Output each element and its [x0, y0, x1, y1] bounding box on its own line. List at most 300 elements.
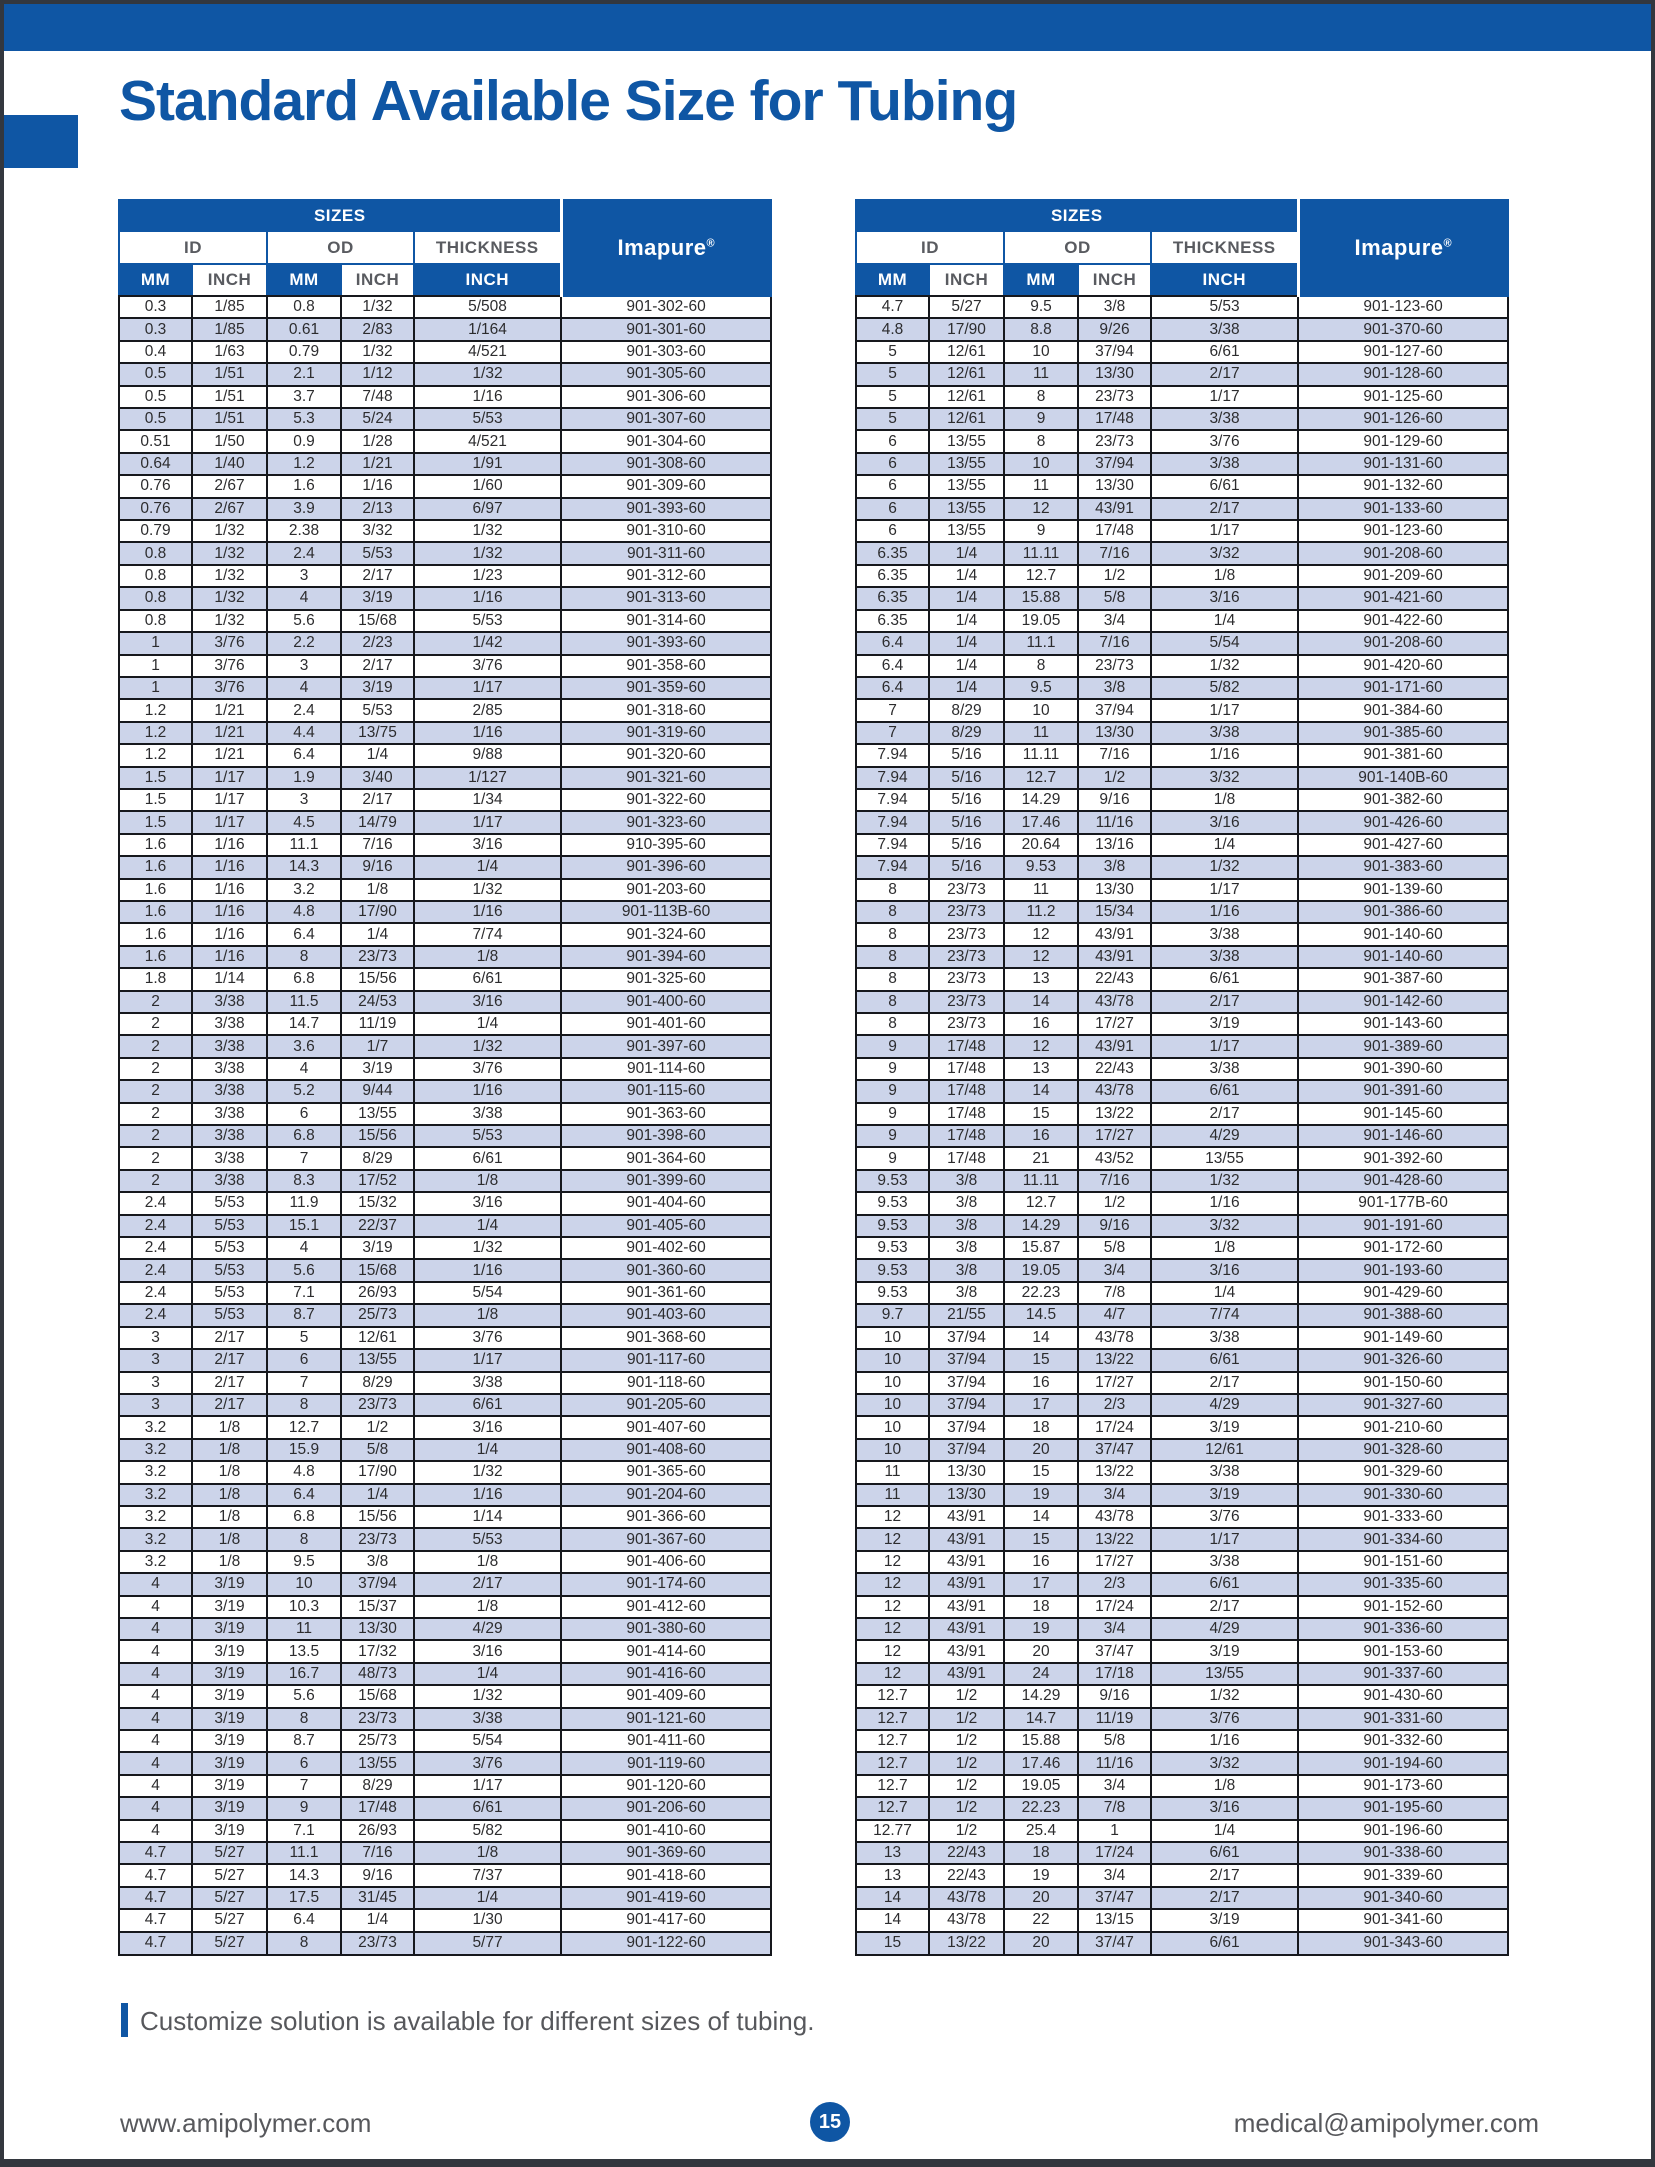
size-cell: 2 — [119, 1080, 192, 1102]
size-cell: 1.9 — [267, 767, 341, 789]
size-cell: 3/38 — [1151, 453, 1298, 475]
size-cell: 901-208-60 — [1298, 632, 1508, 654]
size-cell: 15.88 — [1004, 587, 1078, 609]
size-cell: 1/4 — [341, 1484, 414, 1506]
size-cell: 901-400-60 — [561, 991, 771, 1013]
table-row — [119, 1237, 771, 1259]
table-row — [856, 968, 1508, 990]
size-cell: 1/8 — [414, 946, 561, 968]
size-cell: 22.23 — [1004, 1797, 1078, 1819]
size-cell: 3/19 — [1151, 1484, 1298, 1506]
table-row — [856, 1259, 1508, 1281]
size-cell: 1/17 — [192, 789, 267, 811]
size-cell: 1/8 — [414, 1842, 561, 1864]
size-cell: 901-318-60 — [561, 699, 771, 721]
table-row — [856, 1125, 1508, 1147]
size-cell: 1/23 — [414, 565, 561, 587]
size-cell: 901-208-60 — [1298, 542, 1508, 564]
size-cell: 4 — [119, 1663, 192, 1685]
table-row — [119, 1439, 771, 1461]
size-cell: 901-177B-60 — [1298, 1192, 1508, 1214]
size-cell: 901-331-60 — [1298, 1708, 1508, 1730]
size-cell: 0.9 — [267, 430, 341, 452]
table-row — [856, 1685, 1508, 1707]
size-cell: 1/17 — [414, 677, 561, 699]
size-cell: 901-409-60 — [561, 1685, 771, 1707]
size-cell: 901-393-60 — [561, 632, 771, 654]
size-cell: 901-324-60 — [561, 923, 771, 945]
size-cell: 901-385-60 — [1298, 722, 1508, 744]
size-cell: 6/61 — [1151, 475, 1298, 497]
size-cell: 1/21 — [192, 744, 267, 766]
size-cell: 1/2 — [1078, 767, 1151, 789]
size-cell: 5/27 — [192, 1909, 267, 1931]
size-cell: 901-119-60 — [561, 1752, 771, 1774]
size-cell: 1/16 — [192, 901, 267, 923]
size-cell: 11/16 — [1078, 1752, 1151, 1774]
size-cell: 3/32 — [1151, 542, 1298, 564]
size-cell: 901-123-60 — [1298, 296, 1508, 318]
size-cell: 2/17 — [1151, 991, 1298, 1013]
size-cell: 901-340-60 — [1298, 1887, 1508, 1909]
table-row — [119, 1775, 771, 1797]
size-cell: 3/19 — [341, 1058, 414, 1080]
size-cell: 1 — [1078, 1820, 1151, 1842]
size-cell: 1.6 — [119, 834, 192, 856]
table-row — [856, 1528, 1508, 1550]
size-cell: 6/97 — [414, 498, 561, 520]
size-cell: 2 — [119, 991, 192, 1013]
size-cell: 1/4 — [929, 610, 1004, 632]
size-cell: 3/76 — [1151, 1506, 1298, 1528]
table-row — [119, 722, 771, 744]
size-cell: 3/38 — [192, 991, 267, 1013]
table-row — [856, 318, 1508, 340]
size-cell: 8 — [856, 946, 929, 968]
size-cell: 5/16 — [929, 744, 1004, 766]
size-cell: 2.4 — [267, 542, 341, 564]
size-cell: 3/76 — [192, 632, 267, 654]
size-cell: 6/61 — [414, 968, 561, 990]
size-cell: 43/91 — [929, 1573, 1004, 1595]
size-cell: 1/16 — [1151, 744, 1298, 766]
table-row — [119, 1170, 771, 1192]
table-row — [856, 1439, 1508, 1461]
size-cell: 901-203-60 — [561, 879, 771, 901]
size-cell: 901-394-60 — [561, 946, 771, 968]
size-cell: 13/55 — [1151, 1147, 1298, 1169]
table-row — [856, 1103, 1508, 1125]
size-cell: 5/53 — [341, 542, 414, 564]
size-cell: 1/50 — [192, 430, 267, 452]
size-cell: 901-408-60 — [561, 1439, 771, 1461]
size-cell: 17/48 — [929, 1103, 1004, 1125]
size-cell: 3/16 — [414, 1640, 561, 1662]
size-cell: 12 — [1004, 498, 1078, 520]
size-cell: 11 — [856, 1484, 929, 1506]
size-cell: 1/16 — [414, 1259, 561, 1281]
table-row — [119, 811, 771, 833]
table-row — [856, 1058, 1508, 1080]
size-cell: 13/55 — [929, 475, 1004, 497]
size-cell: 17/48 — [1078, 520, 1151, 542]
size-cell: 11.1 — [267, 834, 341, 856]
size-cell: 3/8 — [929, 1170, 1004, 1192]
size-cell: 15.87 — [1004, 1237, 1078, 1259]
size-cell: 11.11 — [1004, 542, 1078, 564]
size-cell: 1/32 — [1151, 1170, 1298, 1192]
table-row — [856, 1551, 1508, 1573]
size-cell: 901-333-60 — [1298, 1506, 1508, 1528]
size-cell: 9 — [856, 1080, 929, 1102]
size-cell: 1/32 — [414, 1035, 561, 1057]
size-cell: 11.1 — [267, 1842, 341, 1864]
size-cell: 12.7 — [1004, 1192, 1078, 1214]
size-cell: 3/38 — [1151, 1551, 1298, 1573]
size-cell: 2/17 — [1151, 1372, 1298, 1394]
table-row — [119, 1864, 771, 1886]
size-cell: 2/13 — [341, 498, 414, 520]
size-cell: 901-328-60 — [1298, 1439, 1508, 1461]
size-cell: 37/94 — [1078, 699, 1151, 721]
size-cell: 901-301-60 — [561, 318, 771, 340]
size-cell: 17.46 — [1004, 1752, 1078, 1774]
size-cell: 23/73 — [929, 946, 1004, 968]
size-cell: 5/53 — [192, 1192, 267, 1214]
table-row — [119, 1349, 771, 1371]
size-cell: 10 — [1004, 699, 1078, 721]
size-cell: 5/54 — [1151, 632, 1298, 654]
size-cell: 5/82 — [1151, 677, 1298, 699]
table-row — [856, 1775, 1508, 1797]
size-cell: 6.35 — [856, 542, 929, 564]
size-cell: 1/4 — [929, 565, 1004, 587]
size-cell: 3/76 — [192, 655, 267, 677]
table-row — [856, 655, 1508, 677]
table-row — [856, 1506, 1508, 1528]
size-cell: 1/2 — [929, 1685, 1004, 1707]
size-cell: 13/55 — [1151, 1663, 1298, 1685]
size-cell: 901-123-60 — [1298, 520, 1508, 542]
table-row — [856, 1349, 1508, 1371]
table-row — [856, 1282, 1508, 1304]
size-cell: 31/45 — [341, 1887, 414, 1909]
size-cell: 23/73 — [929, 1013, 1004, 1035]
table-row — [119, 879, 771, 901]
size-cell: 901-131-60 — [1298, 453, 1508, 475]
size-cell: 6 — [856, 475, 929, 497]
size-cell: 9 — [1004, 408, 1078, 430]
table-row — [856, 475, 1508, 497]
size-cell: 2/17 — [341, 789, 414, 811]
size-cell: 6.8 — [267, 968, 341, 990]
size-cell: 2 — [119, 1170, 192, 1192]
size-cell: 9/16 — [1078, 1685, 1151, 1707]
size-cell: 16 — [1004, 1125, 1078, 1147]
size-cell: 17/27 — [1078, 1125, 1151, 1147]
size-cell: 4/521 — [414, 430, 561, 452]
size-cell: 6 — [856, 430, 929, 452]
size-cell: 14 — [1004, 1327, 1078, 1349]
table-row — [119, 318, 771, 340]
size-cell: 901-193-60 — [1298, 1259, 1508, 1281]
table-row — [119, 1013, 771, 1035]
size-cell: 2 — [119, 1013, 192, 1035]
size-cell: 37/94 — [341, 1573, 414, 1595]
size-cell: 901-368-60 — [561, 1327, 771, 1349]
size-cell: 901-337-60 — [1298, 1663, 1508, 1685]
size-cell: 9.5 — [1004, 296, 1078, 318]
size-cell: 13/22 — [1078, 1528, 1151, 1550]
size-cell: 1/8 — [1151, 1237, 1298, 1259]
size-cell: 901-308-60 — [561, 453, 771, 475]
size-cell: 901-132-60 — [1298, 475, 1508, 497]
size-cell: 3/8 — [929, 1237, 1004, 1259]
size-cell: 2/3 — [1078, 1394, 1151, 1416]
size-cell: 11/19 — [341, 1013, 414, 1035]
size-cell: 3/19 — [192, 1640, 267, 1662]
size-cell: 37/94 — [929, 1349, 1004, 1371]
size-cell: 3.9 — [267, 498, 341, 520]
size-cell: 17/27 — [1078, 1372, 1151, 1394]
size-cell: 0.4 — [119, 341, 192, 363]
table-row — [856, 879, 1508, 901]
size-cell: 1/30 — [414, 1909, 561, 1931]
size-cell: 11.11 — [1004, 1170, 1078, 1192]
size-cell: 15.1 — [267, 1215, 341, 1237]
size-cell: 15.88 — [1004, 1730, 1078, 1752]
table-row — [119, 946, 771, 968]
size-cell: 6 — [267, 1103, 341, 1125]
size-cell: 12/61 — [1151, 1439, 1298, 1461]
table-row — [856, 1708, 1508, 1730]
size-cell: 9/88 — [414, 744, 561, 766]
size-cell: 15 — [1004, 1528, 1078, 1550]
size-cell: 14.29 — [1004, 1215, 1078, 1237]
size-cell: 1/4 — [414, 1887, 561, 1909]
size-cell: 7/74 — [414, 923, 561, 945]
size-cell: 13 — [856, 1842, 929, 1864]
size-cell: 901-145-60 — [1298, 1103, 1508, 1125]
table-row — [119, 744, 771, 766]
size-cell: 1.6 — [267, 475, 341, 497]
size-cell: 901-358-60 — [561, 655, 771, 677]
size-cell: 1/8 — [192, 1416, 267, 1438]
size-cell: 1/17 — [1151, 1528, 1298, 1550]
table-row — [119, 1596, 771, 1618]
size-cell: 7.94 — [856, 811, 929, 833]
size-cell: 2/23 — [341, 632, 414, 654]
size-cell: 8 — [1004, 386, 1078, 408]
size-cell: 1/17 — [192, 767, 267, 789]
size-cell: 901-194-60 — [1298, 1752, 1508, 1774]
size-cell: 5/27 — [192, 1887, 267, 1909]
size-cell: 901-320-60 — [561, 744, 771, 766]
size-cell: 1/17 — [1151, 386, 1298, 408]
size-cell: 13/30 — [929, 1461, 1004, 1483]
table-row — [119, 677, 771, 699]
table-row — [856, 744, 1508, 766]
size-cell: 3/16 — [414, 1416, 561, 1438]
size-cell: 3/38 — [192, 1035, 267, 1057]
size-cell: 901-143-60 — [1298, 1013, 1508, 1035]
size-cell: 2.4 — [267, 699, 341, 721]
size-cell: 15.9 — [267, 1439, 341, 1461]
size-cell: 1/8 — [192, 1484, 267, 1506]
size-cell: 6 — [267, 1752, 341, 1774]
table-row — [119, 1327, 771, 1349]
table-body — [119, 296, 771, 1955]
size-cell: 5 — [267, 1327, 341, 1349]
size-cell: 25.4 — [1004, 1820, 1078, 1842]
table-row — [856, 1842, 1508, 1864]
size-cell: 901-173-60 — [1298, 1775, 1508, 1797]
size-cell: 3/16 — [414, 991, 561, 1013]
size-cell: 17 — [1004, 1573, 1078, 1595]
size-cell: 13/30 — [1078, 363, 1151, 385]
size-cell: 13/30 — [341, 1618, 414, 1640]
size-cell: 6.4 — [856, 677, 929, 699]
size-cell: 5/77 — [414, 1932, 561, 1955]
size-cell: 1 — [119, 655, 192, 677]
size-cell: 3/32 — [1151, 1215, 1298, 1237]
size-cell: 5/53 — [192, 1215, 267, 1237]
size-cell: 3.2 — [119, 1528, 192, 1550]
size-cell: 14 — [856, 1887, 929, 1909]
size-cell: 901-336-60 — [1298, 1618, 1508, 1640]
size-cell: 1/32 — [341, 296, 414, 318]
size-cell: 4 — [119, 1775, 192, 1797]
size-cell: 4/29 — [1151, 1125, 1298, 1147]
table-row — [856, 1327, 1508, 1349]
size-cell: 901-392-60 — [1298, 1147, 1508, 1169]
size-cell: 5/8 — [1078, 1730, 1151, 1752]
size-cell: 3/19 — [192, 1596, 267, 1618]
size-cell: 3/19 — [192, 1685, 267, 1707]
size-cell: 22/43 — [929, 1842, 1004, 1864]
size-cell: 1 — [119, 632, 192, 654]
size-cell: 12/61 — [929, 408, 1004, 430]
size-cell: 901-151-60 — [1298, 1551, 1508, 1573]
size-cell: 13/15 — [1078, 1909, 1151, 1931]
size-cell: 6 — [267, 1349, 341, 1371]
od-inch-header: INCH — [341, 264, 414, 296]
size-cell: 5.6 — [267, 1259, 341, 1281]
size-cell: 1/4 — [414, 1215, 561, 1237]
size-cell: 11/19 — [1078, 1708, 1151, 1730]
size-cell: 23/73 — [929, 901, 1004, 923]
size-cell: 0.64 — [119, 453, 192, 475]
size-cell: 4.7 — [119, 1864, 192, 1886]
size-cell: 14.29 — [1004, 789, 1078, 811]
size-cell: 901-304-60 — [561, 430, 771, 452]
size-cell: 17.46 — [1004, 811, 1078, 833]
table-row — [119, 1909, 771, 1931]
size-cell: 1/16 — [192, 946, 267, 968]
size-cell: 9/44 — [341, 1080, 414, 1102]
size-cell: 22/43 — [1078, 1058, 1151, 1080]
size-cell: 10.3 — [267, 1596, 341, 1618]
size-cell: 3.2 — [119, 1484, 192, 1506]
size-cell: 901-305-60 — [561, 363, 771, 385]
size-cell: 901-306-60 — [561, 386, 771, 408]
size-cell: 901-114-60 — [561, 1058, 771, 1080]
size-cell: 1/127 — [414, 767, 561, 789]
size-cell: 1/4 — [414, 1013, 561, 1035]
size-cell: 10 — [1004, 453, 1078, 475]
table-row — [119, 1528, 771, 1550]
table-row — [856, 856, 1508, 878]
size-cell: 4.7 — [119, 1932, 192, 1955]
size-cell: 901-403-60 — [561, 1304, 771, 1326]
size-cell: 901-397-60 — [561, 1035, 771, 1057]
size-cell: 901-382-60 — [1298, 789, 1508, 811]
size-cell: 3/40 — [341, 767, 414, 789]
size-cell: 3 — [267, 655, 341, 677]
size-cell: 8 — [267, 1708, 341, 1730]
size-cell: 5/16 — [929, 811, 1004, 833]
size-cell: 1.6 — [119, 901, 192, 923]
size-cell: 12 — [856, 1618, 929, 1640]
brand-header: Imapure® — [561, 200, 771, 296]
size-cell: 901-370-60 — [1298, 318, 1508, 340]
size-cell: 901-129-60 — [1298, 430, 1508, 452]
size-cell: 19.05 — [1004, 610, 1078, 632]
size-cell: 17/90 — [341, 1461, 414, 1483]
size-cell: 2 — [119, 1147, 192, 1169]
size-cell: 901-146-60 — [1298, 1125, 1508, 1147]
size-cell: 2/17 — [192, 1372, 267, 1394]
size-cell: 1/4 — [1151, 1820, 1298, 1842]
size-cell: 5.2 — [267, 1080, 341, 1102]
size-cell: 4.8 — [267, 1461, 341, 1483]
size-cell: 12.7 — [1004, 767, 1078, 789]
size-cell: 37/47 — [1078, 1640, 1151, 1662]
size-cell: 3/76 — [414, 1327, 561, 1349]
table-row — [856, 1304, 1508, 1326]
table-row — [119, 1887, 771, 1909]
size-cell: 3/19 — [192, 1820, 267, 1842]
size-cell: 13/22 — [929, 1932, 1004, 1955]
size-cell: 4.8 — [856, 318, 929, 340]
table-row — [119, 856, 771, 878]
size-cell: 901-120-60 — [561, 1775, 771, 1797]
size-cell: 9.5 — [267, 1551, 341, 1573]
size-cell: 2/17 — [1151, 1103, 1298, 1125]
size-cell: 901-399-60 — [561, 1170, 771, 1192]
size-cell: 1/4 — [341, 1909, 414, 1931]
size-cell: 2.4 — [119, 1192, 192, 1214]
size-cell: 6/61 — [414, 1147, 561, 1169]
table-row — [119, 1484, 771, 1506]
registered-mark: ® — [1443, 237, 1453, 250]
size-cell: 3/19 — [192, 1663, 267, 1685]
size-cell: 1/16 — [1151, 901, 1298, 923]
table-row — [856, 610, 1508, 632]
table-row — [119, 587, 771, 609]
size-cell: 15 — [1004, 1103, 1078, 1125]
size-cell: 10 — [1004, 341, 1078, 363]
size-cell: 6/61 — [1151, 1349, 1298, 1371]
size-cell: 901-312-60 — [561, 565, 771, 587]
size-cell: 7.94 — [856, 789, 929, 811]
size-cell: 37/47 — [1078, 1932, 1151, 1955]
size-cell: 12/61 — [929, 341, 1004, 363]
top-blue-bar — [4, 4, 1651, 51]
size-cell: 1.2 — [119, 722, 192, 744]
size-cell: 901-174-60 — [561, 1573, 771, 1595]
size-cell: 901-429-60 — [1298, 1282, 1508, 1304]
